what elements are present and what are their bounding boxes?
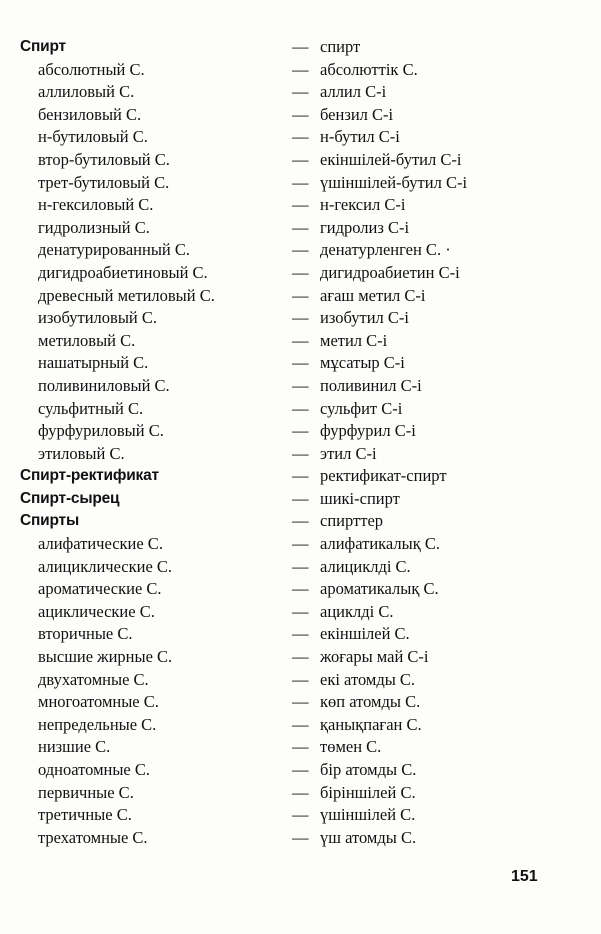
subentry-row — [20, 149, 580, 172]
headword-row — [20, 36, 580, 59]
kazakh-translation: фурфурил С-і — [320, 421, 416, 441]
em-dash: — — [292, 737, 309, 757]
kazakh-translation: біріншілей С. — [320, 782, 416, 802]
russian-term: двухатомные С. — [38, 669, 149, 689]
em-dash: — — [292, 149, 309, 169]
subentry-row — [20, 759, 580, 782]
subentry-row — [20, 669, 580, 692]
em-dash: — — [292, 127, 309, 147]
kazakh-translation: екіншілей-бутил С-і — [320, 149, 462, 169]
kazakh-translation: спирттер — [320, 511, 384, 531]
kazakh-translation: н-бутил С-і — [320, 127, 400, 147]
em-dash: — — [292, 398, 309, 418]
russian-term: высшие жирные С. — [38, 647, 173, 667]
russian-term: первичные С. — [38, 782, 134, 802]
russian-headword: Спирты — [20, 512, 79, 530]
russian-term: метиловый С. — [38, 330, 136, 350]
subentry-row — [20, 556, 580, 579]
subentry-row — [20, 623, 580, 646]
russian-term: денатурированный С. — [38, 240, 190, 260]
em-dash: — — [292, 624, 309, 644]
kazakh-translation: үшіншілей С. — [320, 805, 416, 825]
subentry-row — [20, 827, 580, 850]
kazakh-translation: қанықпаған С. — [320, 714, 422, 734]
russian-headword: Спирт-сырец — [20, 489, 120, 507]
em-dash: — — [292, 466, 309, 486]
em-dash: — — [292, 827, 309, 847]
em-dash: — — [292, 353, 309, 373]
em-dash: — — [292, 511, 309, 531]
em-dash: — — [292, 556, 309, 576]
russian-term: третичные С. — [38, 805, 132, 825]
russian-term: древесный метиловый С. — [38, 285, 215, 305]
em-dash: — — [292, 443, 309, 463]
subentry-row — [20, 172, 580, 195]
subentry-row — [20, 262, 580, 285]
subentry-row — [20, 443, 580, 466]
em-dash: — — [292, 805, 309, 825]
em-dash: — — [292, 59, 309, 79]
subentry-row — [20, 217, 580, 240]
kazakh-translation: ректификат-спирт — [320, 466, 447, 486]
em-dash: — — [292, 714, 309, 734]
subentry-row — [20, 646, 580, 669]
subentry-row — [20, 533, 580, 556]
kazakh-translation: метил С-і — [320, 330, 388, 350]
russian-term: ароматические С. — [38, 579, 162, 599]
russian-term: бензиловый С. — [38, 104, 142, 124]
russian-term: ациклические С. — [38, 601, 155, 621]
headword-row — [20, 510, 580, 533]
kazakh-translation: екіншілей С. — [320, 624, 410, 644]
em-dash: — — [292, 669, 309, 689]
russian-term: многоатомные С. — [38, 692, 159, 712]
kazakh-translation: н-гексил С-і — [320, 195, 406, 215]
em-dash: — — [292, 601, 309, 621]
subentry-row — [20, 81, 580, 104]
em-dash: — — [292, 240, 309, 260]
russian-term: вторичные С. — [38, 624, 133, 644]
subentry-row — [20, 194, 580, 217]
kazakh-translation: абсолюттік С. — [320, 59, 418, 79]
kazakh-translation: ациклді С. — [320, 601, 394, 621]
em-dash: — — [292, 37, 309, 56]
kazakh-translation: екі атомды С. — [320, 669, 416, 689]
russian-term: нашатырный С. — [38, 353, 149, 373]
russian-term: сульфитный С. — [38, 398, 144, 418]
kazakh-translation: гидролиз С-і — [320, 217, 410, 237]
kazakh-translation: ароматикалық С. — [320, 579, 439, 599]
russian-term: алициклические С. — [38, 556, 173, 576]
subentry-row — [20, 285, 580, 308]
russian-term: н-бутиловый С. — [38, 127, 148, 147]
kazakh-translation: шикі-спирт — [320, 488, 400, 508]
kazakh-translation: денатурленген С. · — [320, 240, 451, 260]
kazakh-translation: дигидроабиетин С-і — [320, 262, 460, 282]
kazakh-translation: жоғары май С-і — [320, 647, 429, 667]
subentry-row — [20, 59, 580, 82]
em-dash: — — [292, 375, 309, 395]
em-dash: — — [292, 285, 309, 305]
kazakh-translation: төмен С. — [320, 737, 382, 757]
kazakh-translation: изобутил С-і — [320, 308, 410, 328]
kazakh-translation: спирт — [320, 37, 361, 56]
russian-term: низшие С. — [38, 737, 111, 757]
russian-term: абсолютный С. — [38, 59, 145, 79]
subentry-row — [20, 375, 580, 398]
russian-term: аллиловый С. — [38, 82, 135, 102]
russian-headword: Спирт — [20, 38, 66, 55]
kazakh-translation: мұсатыр С-і — [320, 353, 405, 373]
dictionary-entries — [20, 36, 580, 849]
em-dash: — — [292, 488, 309, 508]
russian-term: трехатомные С. — [38, 827, 148, 847]
russian-term: фурфуриловый С. — [38, 421, 164, 441]
headword-row — [20, 465, 580, 488]
subentry-row — [20, 804, 580, 827]
em-dash: — — [292, 262, 309, 282]
russian-term: трет-бутиловый С. — [38, 172, 170, 192]
russian-term: этиловый С. — [38, 443, 125, 463]
subentry-row — [20, 352, 580, 375]
subentry-row — [20, 420, 580, 443]
em-dash: — — [292, 308, 309, 328]
headword-row — [20, 488, 580, 511]
em-dash: — — [292, 579, 309, 599]
kazakh-translation: үшіншілей-бутил С-і — [320, 172, 468, 192]
subentry-row — [20, 398, 580, 421]
subentry-row — [20, 307, 580, 330]
kazakh-translation: ағаш метил С-і — [320, 285, 426, 305]
em-dash: — — [292, 195, 309, 215]
subentry-row — [20, 330, 580, 353]
russian-term: н-гексиловый С. — [38, 195, 154, 215]
kazakh-translation: бір атомды С. — [320, 760, 417, 779]
subentry-row — [20, 104, 580, 127]
russian-term: алифатические С. — [38, 534, 163, 554]
russian-term: одноатомные С. — [38, 760, 151, 779]
subentry-row — [20, 691, 580, 714]
russian-term: дигидроабиетиновый С. — [38, 262, 208, 282]
em-dash: — — [292, 217, 309, 237]
kazakh-translation: көп атомды С. — [320, 692, 421, 712]
kazakh-translation: алифатикалық С. — [320, 534, 440, 554]
russian-term: изобутиловый С. — [38, 308, 158, 328]
kazakh-translation: поливинил С-і — [320, 375, 422, 395]
em-dash: — — [292, 534, 309, 554]
russian-term: поливиниловый С. — [38, 375, 170, 395]
subentry-row — [20, 578, 580, 601]
kazakh-translation: аллил С-і — [320, 82, 387, 102]
kazakh-translation: бензил С-і — [320, 104, 394, 124]
russian-term: гидролизный С. — [38, 217, 150, 237]
em-dash: — — [292, 760, 309, 779]
kazakh-translation: алициклді С. — [320, 556, 411, 576]
subentry-row — [20, 239, 580, 262]
russian-term: непредельные С. — [38, 714, 157, 734]
em-dash: — — [292, 421, 309, 441]
subentry-row — [20, 601, 580, 624]
em-dash: — — [292, 692, 309, 712]
em-dash: — — [292, 172, 309, 192]
em-dash: — — [292, 782, 309, 802]
subentry-row — [20, 126, 580, 149]
subentry-row — [20, 736, 580, 759]
russian-term: втор-бутиловый С. — [38, 149, 170, 169]
subentry-row — [20, 714, 580, 737]
kazakh-translation: сульфит С-і — [320, 398, 403, 418]
em-dash: — — [292, 330, 309, 350]
page-number: 151 — [511, 868, 538, 885]
kazakh-translation: этил С-і — [320, 443, 377, 463]
kazakh-translation: үш атомды С. — [320, 827, 417, 847]
em-dash: — — [292, 647, 309, 667]
russian-headword: Спирт-ректификат — [20, 467, 159, 485]
em-dash: — — [292, 82, 309, 102]
subentry-row — [20, 782, 580, 805]
em-dash: — — [292, 104, 309, 124]
